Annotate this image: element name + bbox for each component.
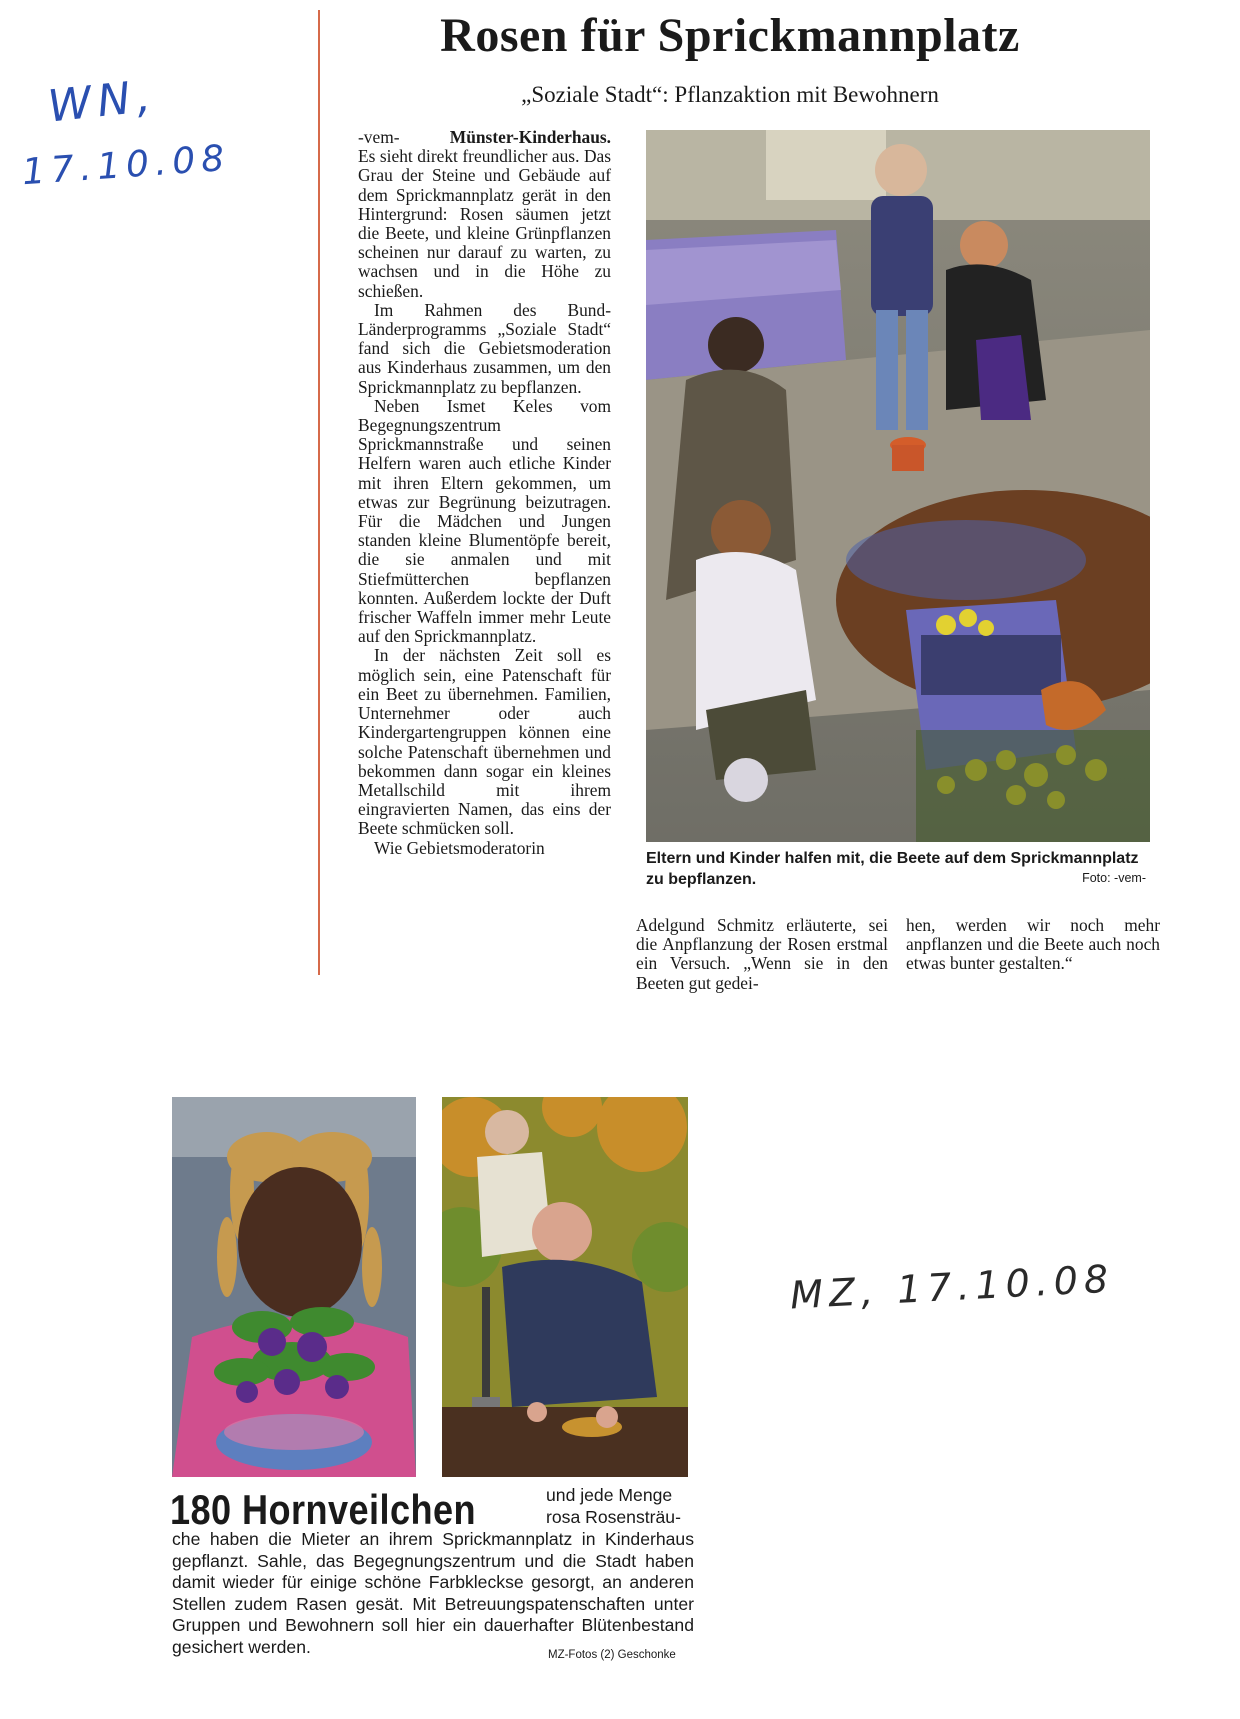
handwritten-date-note: 17.10.08 — [20, 137, 232, 194]
paragraph-4: In der nächsten Zeit soll es möglich sein, eine Patenschaft für ein Beet zu übernehmen. Familien, Unternehmer oder auch Kindergartengruppen können eine solche Patenschaft übernehmen und bekommen dann sogar ein kleines Metallschild mit ihrem eingravierten Namen, das eins der Beete schmücken soll. — [358, 645, 611, 839]
article-column-1 — [358, 128, 611, 858]
article-photo-planting — [646, 130, 1150, 842]
article-headline: Rosen für Sprickmannplatz — [440, 9, 1020, 62]
paragraph-1: Es sieht direkt freundlicher aus. Das Grau der Steine und Gebäude auf dem Sprickmannplatz gerät in den Hintergrund: Rosen säumen jetzt die Beete, und kleine Grünpflanzen scheinen nur darauf zu warten, zu wachsen und in die Höhe zu schießen. — [358, 146, 611, 301]
article-column-3: hen, werden wir noch mehr anpflanzen und die Beete auch noch etwas bunter gestalten.“ — [906, 915, 1160, 974]
author-byline: -vem- — [358, 127, 400, 147]
article2-lead-text: und jede Menge rosa Rosensträu- — [546, 1485, 681, 1527]
article2-body: che haben die Mieter an ihrem Sprickmannplatz in Kinderhaus gepflanzt. Sahle, das Begegnungszentrum und die Stadt haben damit wieder für einige schöne Farbkleckse gesorgt, an anderen Stellen zudem Rasen gesät. Mit Betreuungspatenschaften unter Gruppen und Bewohnern soll hier ein dauerhafter Blütenbestand gesichert werden. — [172, 1529, 694, 1657]
photo-caption: Eltern und Kinder halfen mit, die Beete auf dem Sprickmannplatz zu bepflanzen. — [646, 850, 1139, 888]
paragraph-5: Wie Gebietsmoderatorin — [374, 837, 545, 858]
handwritten-source-date-note: MZ, 17.10.08 — [789, 1256, 1116, 1318]
article-column-2: Adelgund Schmitz erläuterte, sei die Anpflanzung der Rosen erstmal ein Versuch. „Wenn sie in den Beeten gut gedei- — [636, 915, 888, 993]
clipping-margin-rule — [318, 10, 320, 975]
article2-photo-credit: MZ-Fotos (2) Geschonke — [548, 1649, 676, 1661]
article2-headline: 180 Hornveilchen — [170, 1486, 476, 1533]
photo-girl-with-pansies — [172, 1097, 416, 1477]
paragraph-2: Im Rahmen des Bund-Länderprogramms „Soziale Stadt“ fand sich die Gebietsmoderation aus Kinderhaus zusammen, um den Sprickmannplatz zu bepflanzen. — [358, 299, 611, 397]
handwritten-source-note: WN, — [45, 70, 159, 133]
dateline: Münster-Kinderhaus. — [449, 127, 611, 147]
article-subheadline: „Soziale Stadt“: Pflanzaktion mit Bewohnern — [521, 82, 939, 107]
paragraph-3: Neben Ismet Keles vom Begegnungszentrum Sprickmannstraße und seinen Helfern waren auch etliche Kinder mit ihren Eltern gekommen, um etwas zur Begrünung beizutragen. Für die Mädchen und Jungen standen kleine Blumentöpfe bereit, die sie anmalen und mit Stiefmütterchen bepflanzen konnten. Außerdem lockte der Duft frischer Waffeln immer mehr Leute auf den Sprickmannplatz. — [358, 395, 611, 647]
photo-credit: Foto: -vem- — [1082, 871, 1146, 885]
photo-men-planting — [442, 1097, 688, 1477]
